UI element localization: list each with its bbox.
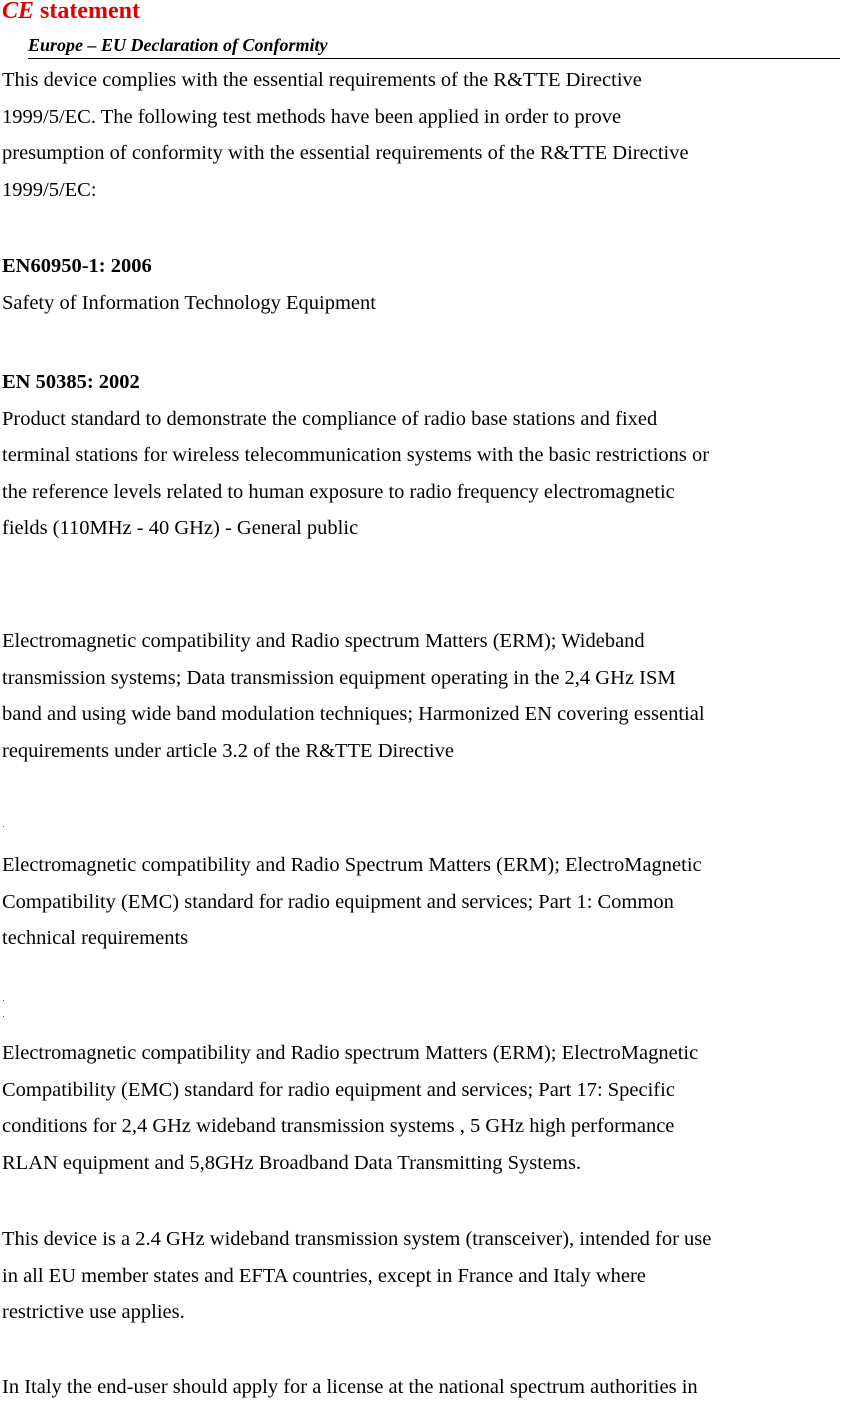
- standard-en60950: [2, 248, 838, 321]
- text-line: restrictive use applies.: [2, 1301, 185, 1323]
- text-line: Compatibility (EMC) standard for radio equipment and services; Part 1: Common: [2, 890, 674, 913]
- intro-paragraph: [2, 62, 838, 208]
- text-line: Product standard to demonstrate the compliance of radio base stations and fixed: [2, 407, 658, 430]
- text-line: In Italy the end-user should apply for a license at the national spectrum authorities in: [2, 1376, 698, 1398]
- text-line: Electromagnetic compatibility and Radio spectrum Matters (ERM); ElectroMagnetic: [2, 1042, 699, 1064]
- standard-erm-wideband: [2, 623, 838, 769]
- text-line: fields (110MHz - 40 GHz) - General public: [2, 517, 359, 539]
- text-line: presumption of conformity with the essential requirements of the R&TTE Directive: [2, 142, 689, 164]
- scan-dot: [3, 1000, 4, 1001]
- text-line: band and using wide band modulation techniques; Harmonized EN covering essential: [2, 703, 705, 725]
- text-line: technical requirements: [2, 927, 189, 949]
- text-line: This device is a 2.4 GHz wideband transmission system (transceiver), intended for use: [2, 1228, 712, 1250]
- text-line: Electromagnetic compatibility and Radio spectrum Matters (ERM); Wideband: [2, 630, 645, 652]
- text-line: the reference levels related to human exposure to radio frequency electromagnetic: [2, 480, 675, 503]
- text-line: conditions for 2,4 GHz wideband transmission systems , 5 GHz high performance: [2, 1115, 675, 1137]
- standard-heading: EN 50385: 2002: [2, 371, 140, 393]
- text-line: 1999/5/EC. The following test methods have been applied in order to prove: [2, 105, 622, 128]
- text-line: in all EU member states and EFTA countries, except in France and Italy where: [2, 1264, 646, 1287]
- standard-emc-part17: [2, 1035, 838, 1181]
- title-text: statement: [34, 0, 140, 24]
- standard-heading: EN60950-1: 2006: [2, 255, 152, 277]
- title-ce-mark: CE: [2, 0, 35, 24]
- scan-dot: [3, 1016, 4, 1017]
- subtitle-underline: [28, 58, 840, 59]
- text-line: terminal stations for wireless telecommunication systems with the basic restrictions or: [2, 444, 710, 466]
- text-line: RLAN equipment and 5,8GHz Broadband Data Transmitting Systems.: [2, 1151, 582, 1174]
- standard-emc-part1: [2, 847, 838, 957]
- scan-dot: [3, 826, 4, 827]
- text-line: Compatibility (EMC) standard for radio equipment and services; Part 17: Specific: [2, 1078, 675, 1101]
- italy-paragraph: [2, 1369, 838, 1406]
- text-line: Electromagnetic compatibility and Radio Spectrum Matters (ERM); ElectroMagnetic: [2, 854, 702, 876]
- text-line: 1999/5/EC:: [2, 178, 97, 201]
- section-subtitle: Europe – EU Declaration of Conformity: [28, 35, 328, 55]
- standard-en50385: [2, 364, 838, 547]
- text-line: Safety of Information Technology Equipment: [2, 291, 376, 314]
- page-title: [2, 0, 140, 26]
- usage-paragraph: [2, 1221, 838, 1331]
- text-line: requirements under article 3.2 of the R&TTE Directive: [2, 739, 454, 762]
- text-line: This device complies with the essential requirements of the R&TTE Directive: [2, 69, 642, 91]
- text-line: transmission systems; Data transmission equipment operating in the 2,4 GHz ISM: [2, 666, 676, 689]
